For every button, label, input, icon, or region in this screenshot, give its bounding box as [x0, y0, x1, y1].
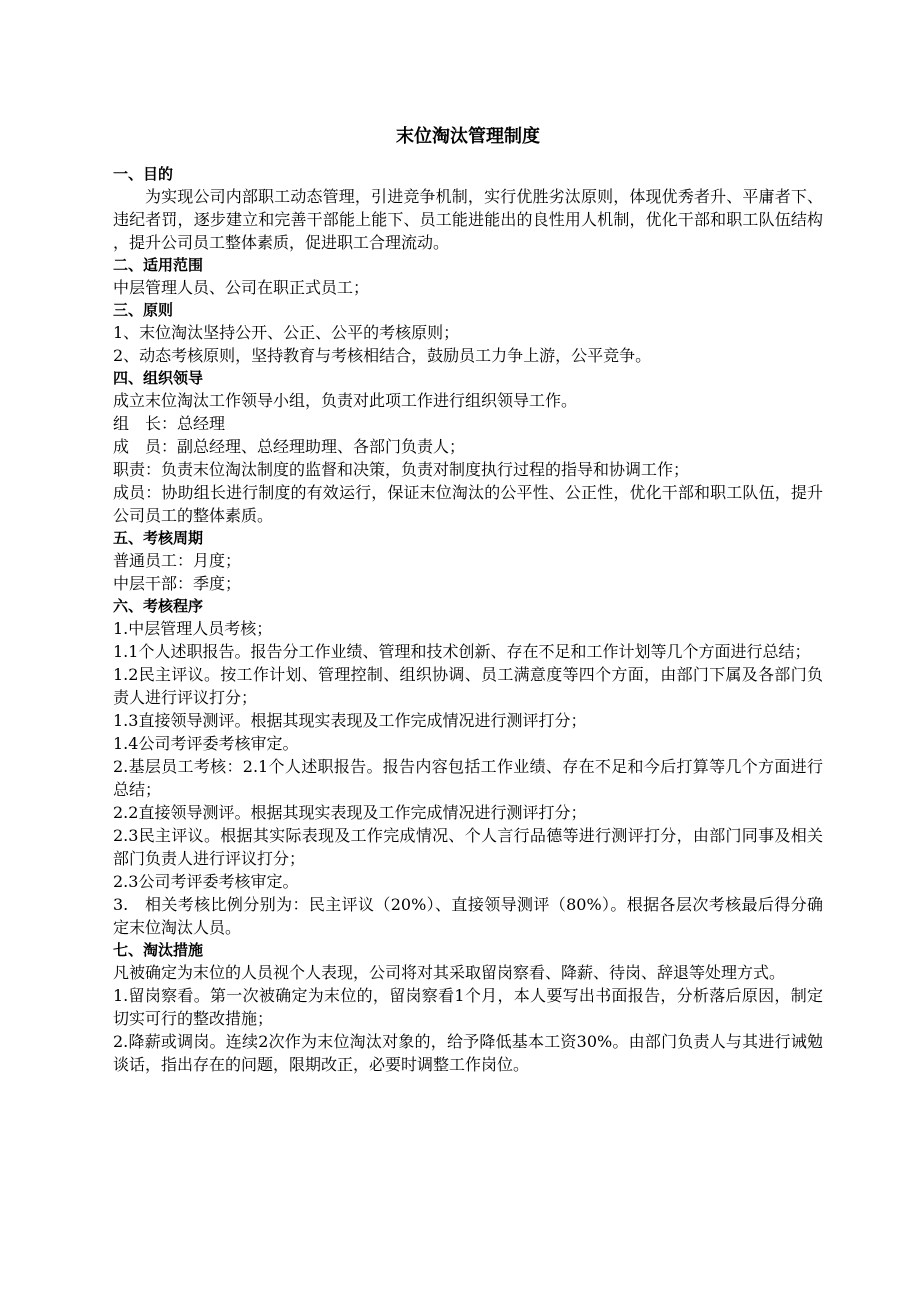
section-heading-principles: 三、原则 [113, 301, 174, 319]
paragraph: 凡被确定为末位的人员视个人表现，公司将对其采取留岗察看、降薪、待岗、辞退等处理方式。 [113, 963, 786, 982]
paragraph: 1.2民主评议。按工作计划、管理控制、组织协调、员工满意度等四个方面，由部门下属及各部门负责人进行评议打分； [113, 665, 823, 707]
paragraph: 职责：负责末位淘汰制度的监督和决策，负责对制度执行过程的指导和协调工作； [113, 460, 690, 479]
paragraph: 成立末位淘汰工作领导小组，负责对此项工作进行组织领导工作。 [113, 391, 578, 410]
paragraph: 2.降薪或调岗。连续2次作为末位淘汰对象的，给予降低基本工资30%。由部门负责人与其进行诫勉谈话，指出存在的问题，限期改正，必要时调整工作岗位。 [113, 1032, 823, 1074]
section-heading-purpose: 一、目的 [113, 165, 174, 183]
paragraph: 为实现公司内部职工动态管理，引进竞争机制，实行优胜劣汰原则，体现优秀者升、平庸者下、违纪者罚，逐步建立和完善干部能上能下、员工能进能出的良性用人机制，优化干部和职工队伍结构，提升公司员工整体素质，促进职工合理流动。 [113, 187, 823, 252]
paragraph: 组 长：总经理 [113, 414, 226, 433]
paragraph: 中层管理人员、公司在职正式员工； [113, 278, 370, 297]
paragraph: 2、动态考核原则，坚持教育与考核相结合，鼓励员工力争上游，公平竞争。 [113, 346, 652, 365]
paragraph: 3. 相关考核比例分别为：民主评议（20%）、直接领导测评（80%）。根据各层次考核最后得分确定末位淘汰人员。 [113, 895, 823, 937]
section-heading-organization: 四、组织领导 [113, 369, 204, 387]
paragraph: 1、末位淘汰坚持公开、公正、公平的考核原则； [113, 323, 460, 342]
paragraph: 1.中层管理人员考核； [113, 619, 273, 638]
paragraph: 普通员工：月度； [113, 551, 242, 570]
paragraph: 1.留岗察看。第一次被确定为末位的，留岗察看1个月，本人要写出书面报告，分析落后原因，制定切实可行的整改措施； [113, 986, 823, 1028]
document-title: 末位淘汰管理制度 [396, 126, 540, 147]
section-heading-cycle: 五、考核周期 [113, 529, 204, 547]
paragraph: 成 员：副总经理、总经理助理、各部门负责人； [113, 437, 466, 456]
paragraph: 2.2直接领导测评。根据其现实表现及工作完成情况进行测评打分； [113, 803, 587, 822]
section-heading-measures: 七、淘汰措施 [113, 941, 204, 959]
paragraph: 2.3民主评议。根据其实际表现及工作完成情况、个人言行品德等进行测评打分，由部门同事及相关部门负责人进行评议打分； [113, 826, 823, 868]
document-body [113, 124, 823, 1076]
paragraph: 2.基层员工考核：2.1个人述职报告。报告内容包括工作业绩、存在不足和今后打算等几个方面进行总结； [113, 757, 823, 799]
section-heading-scope: 二、适用范围 [113, 256, 204, 274]
paragraph: 2.3公司考评委考核审定。 [113, 872, 299, 891]
paragraph: 1.1个人述职报告。报告分工作业绩、管理和技术创新、存在不足和工作计划等几个方面进行总结； [113, 642, 811, 661]
paragraph: 成员：协助组长进行制度的有效运行，保证末位淘汰的公平性、公正性，优化干部和职工队伍，提升公司员工的整体素质。 [113, 483, 823, 525]
paragraph: 1.4公司考评委考核审定。 [113, 734, 299, 753]
paragraph: 中层干部：季度； [113, 574, 242, 593]
paragraph: 1.3直接领导测评。根据其现实表现及工作完成情况进行测评打分； [113, 711, 587, 730]
section-heading-procedure: 六、考核程序 [113, 597, 204, 615]
